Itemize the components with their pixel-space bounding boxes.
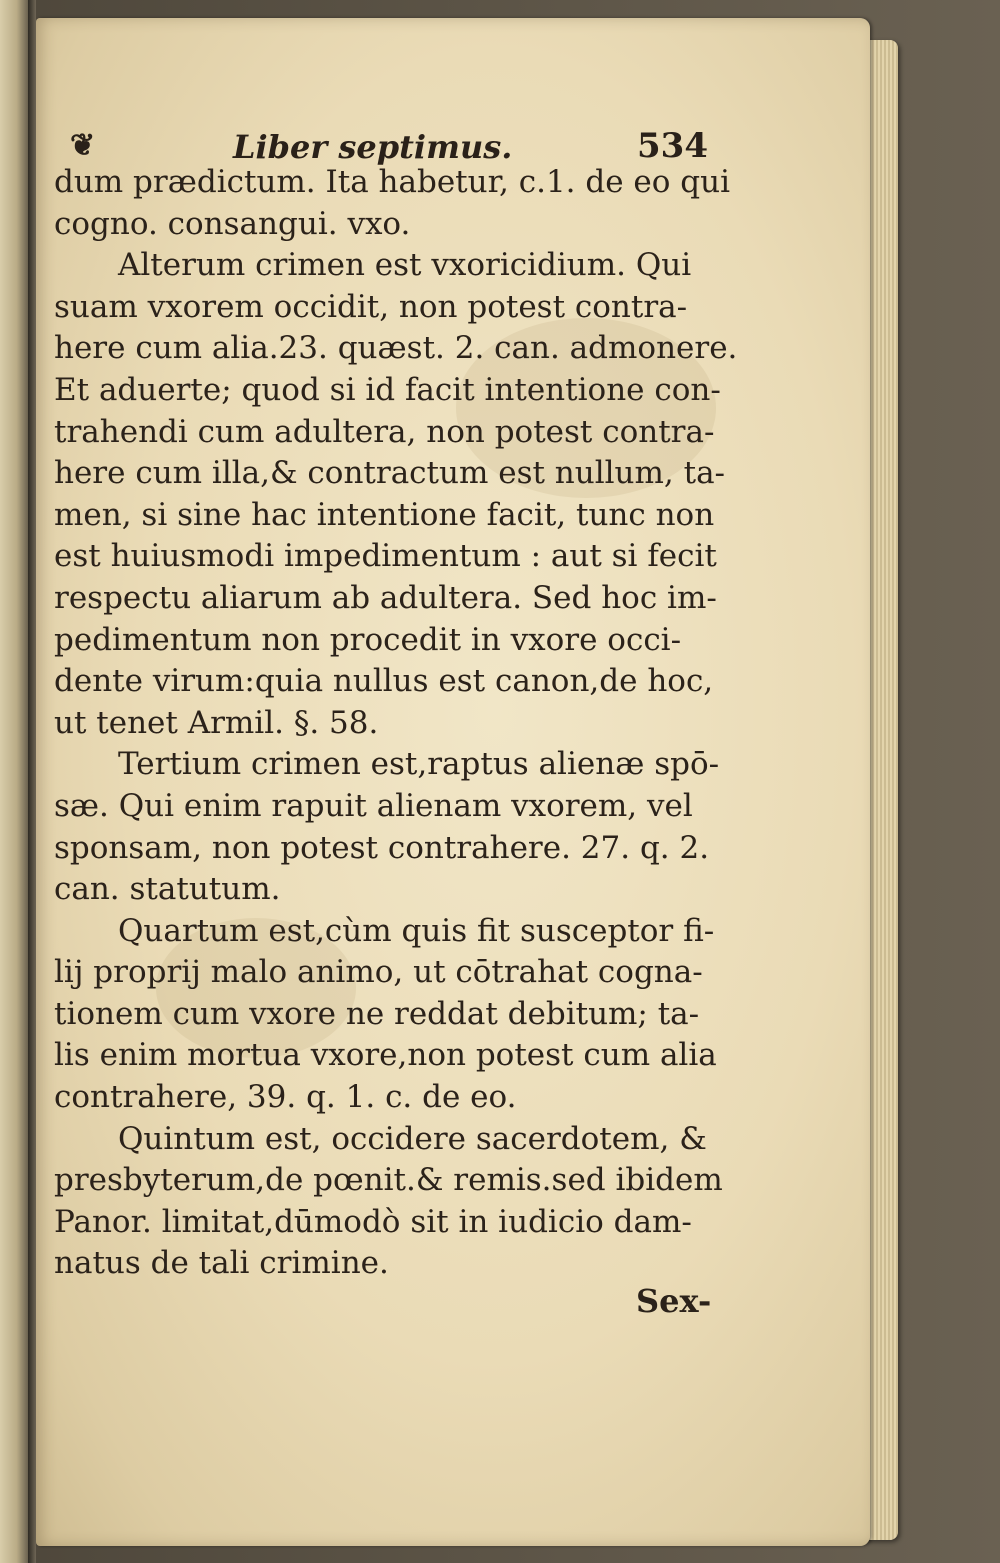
text-line: respectu aliarum ab adultera. Sed hoc im- xyxy=(54,579,717,616)
running-title: Liber septimus. xyxy=(233,128,513,166)
text-line: sæ. Qui enim rapuit alienam vxorem, vel xyxy=(54,787,693,824)
text-line: suam vxorem occidit, non potest contra- xyxy=(54,288,688,325)
text-line: trahendi cum adultera, non potest contra- xyxy=(54,413,715,450)
text-line: Panor. limitat,dūmodò sit in iudicio dam- xyxy=(54,1203,692,1240)
text-line: here cum illa,& contractum est nullum, ta- xyxy=(54,455,726,492)
text-line: dum prædictum. Ita habetur, c.1. de eo qui xyxy=(54,164,731,200)
text-line: here cum alia.23. quæst. 2. can. admonere. xyxy=(54,330,738,367)
text-line: dente virum:quia nullus est canon,de hoc, xyxy=(54,663,714,700)
text-line: est huiusmodi impedimentum : aut si fecit xyxy=(54,538,717,575)
text-line: Quartum est,cùm quis fit susceptor fi- xyxy=(118,912,715,949)
text-line: Et aduerte; quod si id facit intentione con- xyxy=(54,371,721,408)
text-line: tionem cum vxore ne reddat debitum; ta- xyxy=(54,995,700,1032)
text-line: presbyterum,de pœnit.& remis.sed ibidem xyxy=(54,1162,723,1199)
text-line: pedimentum non procedit in vxore occi- xyxy=(54,621,682,658)
body-text xyxy=(54,162,738,1285)
text-line: natus de tali crimine. xyxy=(54,1245,389,1282)
text-line: can. statutum. xyxy=(54,871,281,908)
text-line: lis enim mortua vxore,non potest cum alia xyxy=(54,1037,717,1074)
text-line: cogno. consangui. vxo. xyxy=(54,205,411,242)
facing-page-edge xyxy=(0,0,30,1563)
catchword: Sex- xyxy=(636,1282,712,1320)
text-line: Tertium crimen est,raptus alienæ spō- xyxy=(118,746,720,783)
text-line: men, si sine hac intentione facit, tunc non xyxy=(54,496,715,533)
text-line: Quintum est, occidere sacerdotem, & xyxy=(118,1120,707,1157)
text-line: sponsam, non potest contrahere. 27. q. 2. xyxy=(54,829,710,866)
fleuron-ornament: ❦ xyxy=(70,128,96,163)
text-line: ut tenet Armil. §. 58. xyxy=(54,704,379,741)
page-number: 534 xyxy=(637,126,708,166)
text-line: lij proprij malo animo, ut cōtrahat cogna- xyxy=(54,954,703,991)
binding-gutter xyxy=(28,0,36,1563)
text-line: contrahere, 39. q. 1. c. de eo. xyxy=(54,1079,517,1116)
text-line: Alterum crimen est vxoricidium. Qui xyxy=(118,247,692,284)
